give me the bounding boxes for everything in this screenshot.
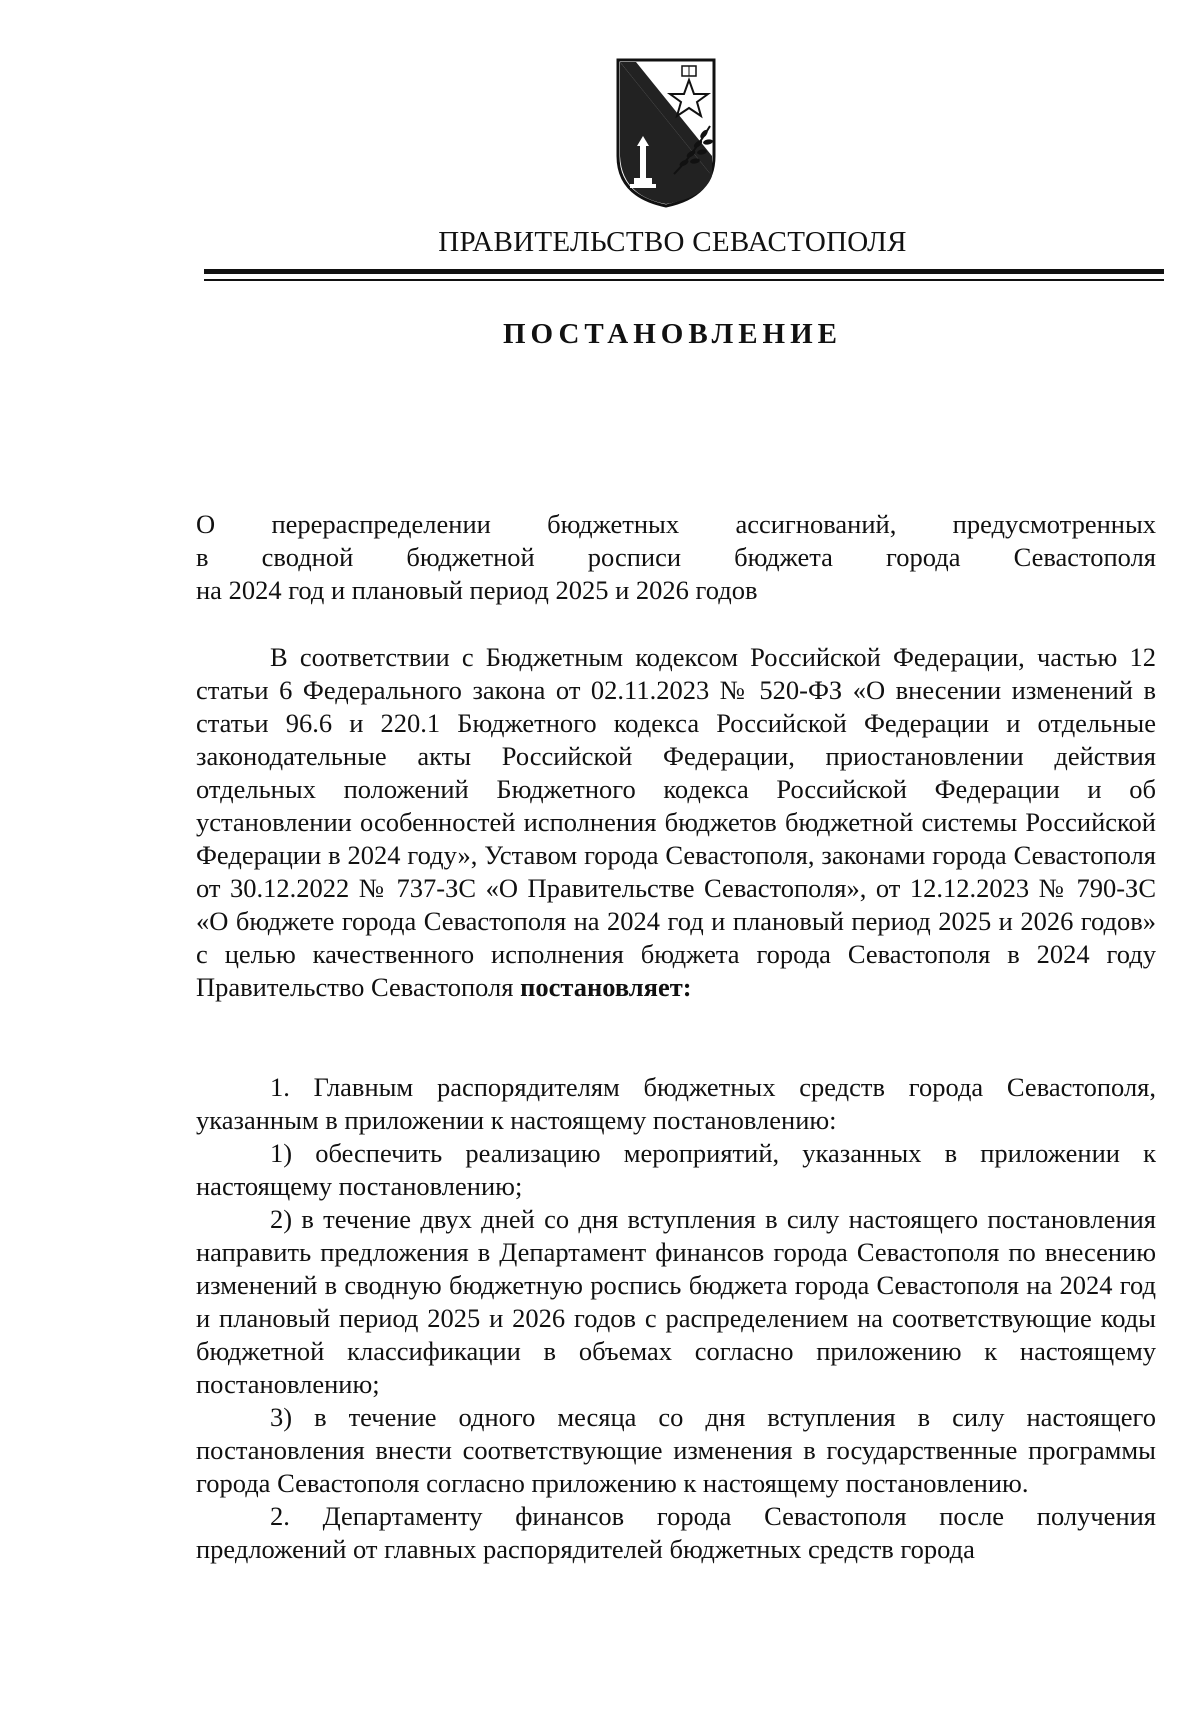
preamble-text-wrapper <box>196 641 1156 1004</box>
resolve-word: постановляет: <box>520 972 692 1002</box>
subject-line-1: О перераспределении бюджетных ассигнований, предусмотренных <box>196 509 1156 539</box>
header-divider-thick <box>204 269 1164 274</box>
sevastopol-coat-of-arms-icon <box>614 56 718 208</box>
header-divider-thin <box>204 279 1164 281</box>
item-1-subitem-3: 3) в течение одного месяца со дня вступления в силу настоящего постановления внести соответствующие изменения в государственные программы города Севастополя согласно приложению к настоящему постановлению. <box>196 1402 1156 1498</box>
item-2: 2. Департаменту финансов города Севастополя после получения предложений от главных распорядителей бюджетных средств города <box>196 1501 1156 1564</box>
resolution-items <box>196 1071 1156 1566</box>
subject-line-2: в сводной бюджетной росписи бюджета города Севастополя <box>196 542 1156 572</box>
item-1-subitem-1: 1) обеспечить реализацию мероприятий, указанных в приложении к настоящему постановлению; <box>196 1138 1156 1201</box>
item-1-subitem-2: 2) в течение двух дней со дня вступления в силу настоящего постановления направить предложения в Департамент финансов города Севастополя по внесению изменений в сводную бюджетную роспись бюджета города Севастополя на 2024 год и плановый период 2025 и 2026 годов с распределением на соответствующие коды бюджетной классификации в объемах согласно приложению к настоящему постановлению; <box>196 1204 1156 1399</box>
subject-line-3: на 2024 год и плановый период 2025 и 2026 годов <box>196 575 758 605</box>
org-title: ПРАВИТЕЛЬСТВО СЕВАСТОПОЛЯ <box>438 226 907 258</box>
preamble-text: В соответствии с Бюджетным кодексом Российской Федерации, частью 12 статьи 6 Федерального закона от 02.11.2023 № 520-ФЗ «О внесении изменений в статьи 96.6 и 220.1 Бюджетного кодекса Российской Федерации и отдельные законодательные акты Российской Федерации, приостановлении действия отдельных положений Бюджетного кодекса Российской Федерации и об установлении особенностей исполнения бюджетов бюджетной системы Российской Федерации в 2024 году», Уставом города Севастополя, законами города Севастополя от 30.12.2022 № 737-ЗС «О Правительстве Севастополя», от 12.12.2023 № 790-ЗС «О бюджете города Севастополя на 2024 год и плановый период 2025 и 2026 годов» с целью качественного исполнения бюджета города Севастополя в 2024 году Правительство Севастополя <box>196 642 1156 1002</box>
preamble-paragraph <box>196 641 1156 1004</box>
document-subject <box>196 508 1156 607</box>
item-1: 1. Главным распорядителям бюджетных средств города Севастополя, указанным в приложении к настоящему постановлению: <box>196 1072 1156 1135</box>
document-type-heading: ПОСТАНОВЛЕНИЕ <box>502 318 842 350</box>
